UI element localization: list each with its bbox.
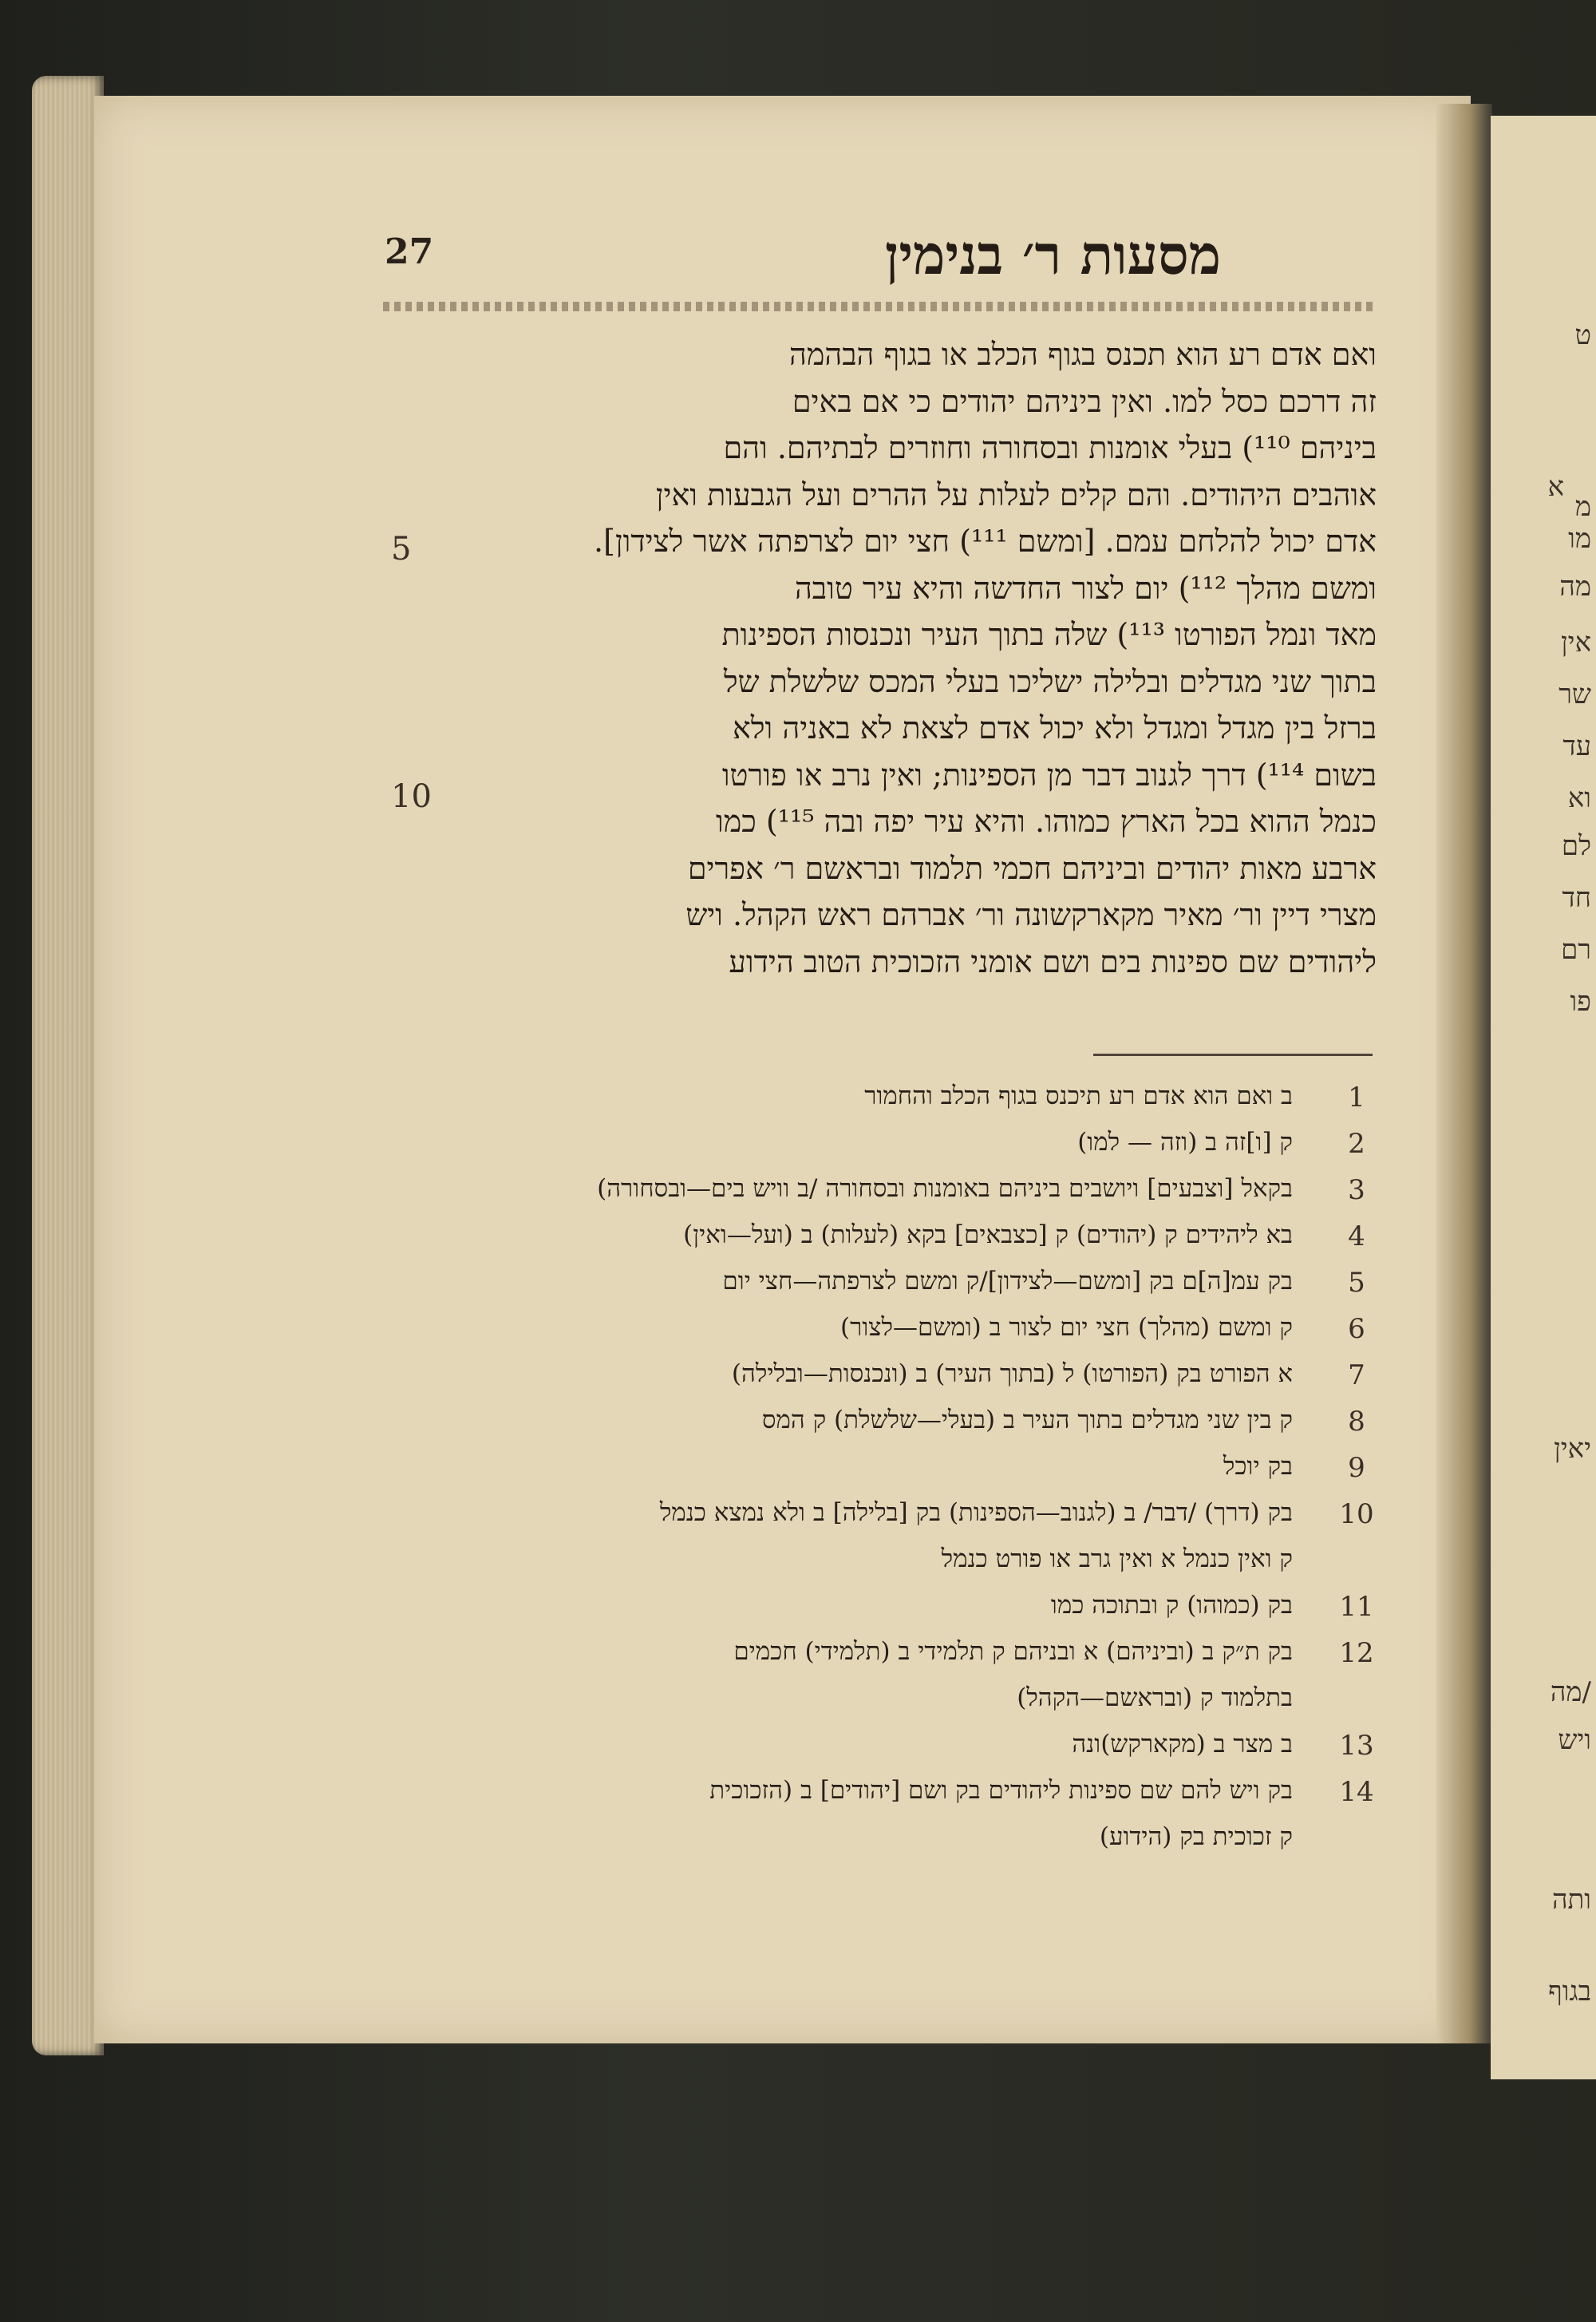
- text-line: ביניהם ¹¹⁰) בעלי אומנות ובסחורה וחוזרים לבתיהם. והם: [723, 430, 1377, 465]
- apparatus-text: בק ת״ק ב (וביניהם) א ובניהם ק תלמידי ב (תלמידי) חכמים: [733, 1637, 1293, 1666]
- text-line: אדם יכול להלחם עמם. [ומשם ¹¹¹) חצי יום לצרפתה אשר לצידון].: [594, 524, 1377, 559]
- apparatus-text: בק ויש להם שם ספינות ליהודים בק ושם [יהודים] ב (הזכוכית: [709, 1776, 1293, 1805]
- facing-fragment: ט: [1574, 319, 1591, 351]
- apparatus-line-number: 11: [1339, 1591, 1374, 1623]
- page-number: 27: [385, 231, 434, 272]
- facing-fragment: מ: [1574, 491, 1591, 523]
- apparatus-rule: [1093, 1054, 1373, 1056]
- facing-fragment: ויש: [1558, 1724, 1591, 1756]
- apparatus-text: בק עמ[ה]ם בק [ומשם—לצידון]/ק ומשם לצרפתה—חצי יום: [722, 1267, 1293, 1295]
- apparatus-line-number: 10: [1339, 1498, 1374, 1530]
- text-line: ומשם מהלך ¹¹²) יום לצור החדשה והיא עיר טובה: [794, 570, 1377, 606]
- facing-fragment: ותה: [1552, 1884, 1591, 1916]
- apparatus-entry: [375, 1406, 1381, 1452]
- book-gutter: [1436, 104, 1492, 2043]
- apparatus-line-number: 4: [1348, 1220, 1365, 1252]
- apparatus-entry: [375, 1730, 1381, 1776]
- apparatus-text: ק בין שני מגדלים בתוך העיר ב (בעלי—שלשלת) ק המס: [761, 1406, 1293, 1434]
- facing-fragment: א: [1547, 471, 1564, 503]
- apparatus-text: ב ואם הוא אדם רע תיכנס בגוף הכלב והחמור: [864, 1082, 1293, 1110]
- facing-fragment: אין: [1561, 627, 1591, 659]
- text-line: מצרי דיין ור׳ מאיר מקארקשונה ור׳ אברהם ראש הקהל. ויש: [685, 897, 1377, 932]
- apparatus-entry: [375, 1267, 1381, 1313]
- apparatus-entry: [375, 1822, 1381, 1869]
- header-rule: [383, 302, 1373, 311]
- apparatus-entry: [375, 1174, 1381, 1220]
- facing-fragment: /מה: [1550, 1676, 1591, 1708]
- apparatus-entry: [375, 1683, 1381, 1730]
- apparatus-line-number: 12: [1339, 1637, 1374, 1669]
- apparatus-line-number: 7: [1348, 1359, 1365, 1391]
- apparatus-text: בק (דרך) /דבר/ ב (לגנוב—הספינות) בק [בלילה] ב ולא נמצא כנמל: [659, 1498, 1293, 1527]
- text-line: בתוך שני מגדלים ובלילה ישליכו בעלי המכס שלשלת של: [723, 663, 1377, 699]
- apparatus-entry: [375, 1498, 1381, 1545]
- apparatus-line-number: 14: [1339, 1776, 1374, 1808]
- apparatus-line-number: 5: [1348, 1267, 1365, 1299]
- facing-fragment: רם: [1561, 934, 1591, 966]
- facing-fragment: יאין: [1554, 1433, 1591, 1465]
- apparatus-entry: [375, 1776, 1381, 1822]
- apparatus-entry: [375, 1128, 1381, 1174]
- text-line: ואם אדם רע הוא תכנס בגוף הכלב או בגוף הבהמה: [788, 337, 1377, 372]
- running-title: מסעות ר׳ בנימין: [885, 223, 1221, 287]
- apparatus-entry: [375, 1359, 1381, 1406]
- apparatus-line-number: 1: [1348, 1082, 1365, 1114]
- apparatus-entry: [375, 1452, 1381, 1498]
- apparatus-text: בק יוכל: [1223, 1452, 1293, 1481]
- apparatus-entry: [375, 1545, 1381, 1591]
- main-text-block: [467, 331, 1377, 985]
- apparatus-line-number: 2: [1348, 1128, 1365, 1160]
- apparatus-entry: [375, 1082, 1381, 1128]
- text-line: אוהבים היהודים. והם קלים לעלות על ההרים ועל הגבעות ואין: [655, 477, 1377, 512]
- apparatus-line-number: 3: [1348, 1174, 1365, 1206]
- apparatus-entry: [375, 1637, 1381, 1683]
- apparatus-text: בקאל [וצבעים] ויושבים ביניהם באומנות ובסחורה /ב וויש בים—ובסחורה): [597, 1174, 1293, 1203]
- text-line: ליהודים שם ספינות בים ושם אומני הזכוכית הטוב הידוע: [729, 943, 1377, 979]
- text-line: מאד ונמל הפורטו ¹¹³) שלה בתוך העיר ונכנסות הספינות: [721, 617, 1377, 652]
- apparatus-text: א הפורט בק (הפורטו) ל (בתוך העיר) ב (ונכנסות—ובלילה): [731, 1359, 1293, 1388]
- apparatus-text: ב מצר ב (מקארקש)ונה: [1072, 1730, 1293, 1758]
- facing-fragment: חד: [1562, 882, 1591, 914]
- facing-fragment: עד: [1562, 730, 1591, 762]
- text-line: ארבע מאות יהודים וביניהם חכמי תלמוד ובראשם ר׳ אפרים: [687, 850, 1377, 886]
- apparatus-text: ק זכוכית בק (הידוע): [1099, 1822, 1293, 1851]
- facing-fragment: מו: [1568, 523, 1591, 555]
- apparatus-text: ק ואין כנמל א ואין גרב או פורט כנמל: [941, 1545, 1293, 1573]
- text-line: זה דרכם כסל למו. ואין ביניהם יהודים כי אם באים: [792, 383, 1377, 419]
- text-line: בשום ¹¹⁴) דרך לגנוב דבר מן הספינות; ואין נרב או פורטו: [721, 757, 1377, 793]
- facing-fragment: לם: [1561, 830, 1591, 862]
- apparatus-entry: [375, 1591, 1381, 1637]
- facing-fragment: פו: [1570, 986, 1591, 1018]
- apparatus-text: ק [ו]זה ב (וזה — למו): [1077, 1128, 1293, 1157]
- text-line: ברזל בין מגדל ומגדל ולא יכול אדם לצאת לא באניה ולא: [732, 710, 1377, 746]
- book-page-edges: [32, 76, 104, 2055]
- apparatus-text: ק ומשם (מהלך) חצי יום לצור ב (ומשם—לצור): [840, 1313, 1293, 1342]
- line-number-marker: 10: [391, 778, 432, 815]
- apparatus-text: בתלמוד ק (ובראשם—הקהל): [1017, 1683, 1293, 1712]
- facing-fragment: בגוף: [1548, 1976, 1591, 2008]
- text-line: כנמל ההוא בכל הארץ כמוהו. והיא עיר יפה ובה ¹¹⁵) כמו: [716, 804, 1377, 839]
- apparatus-text: בק (כמוהו) ק ובתוכה כמו: [1050, 1591, 1293, 1620]
- apparatus-line-number: 9: [1348, 1452, 1365, 1484]
- apparatus-entry: [375, 1313, 1381, 1359]
- apparatus-text: בא ליהידים ק (יהודים) ק [כצבאים] בקא (לעלות) ב (ועל—ואין): [683, 1220, 1293, 1249]
- facing-fragment: מה: [1559, 571, 1591, 603]
- apparatus-line-number: 8: [1348, 1406, 1365, 1438]
- facing-fragment: וא: [1567, 782, 1591, 814]
- line-number-marker: 5: [391, 531, 412, 568]
- apparatus-entry: [375, 1220, 1381, 1267]
- facing-fragment: שר: [1558, 678, 1591, 710]
- facing-page: [1491, 116, 1596, 2079]
- apparatus-line-number: 6: [1348, 1313, 1365, 1345]
- apparatus-line-number: 13: [1339, 1730, 1374, 1762]
